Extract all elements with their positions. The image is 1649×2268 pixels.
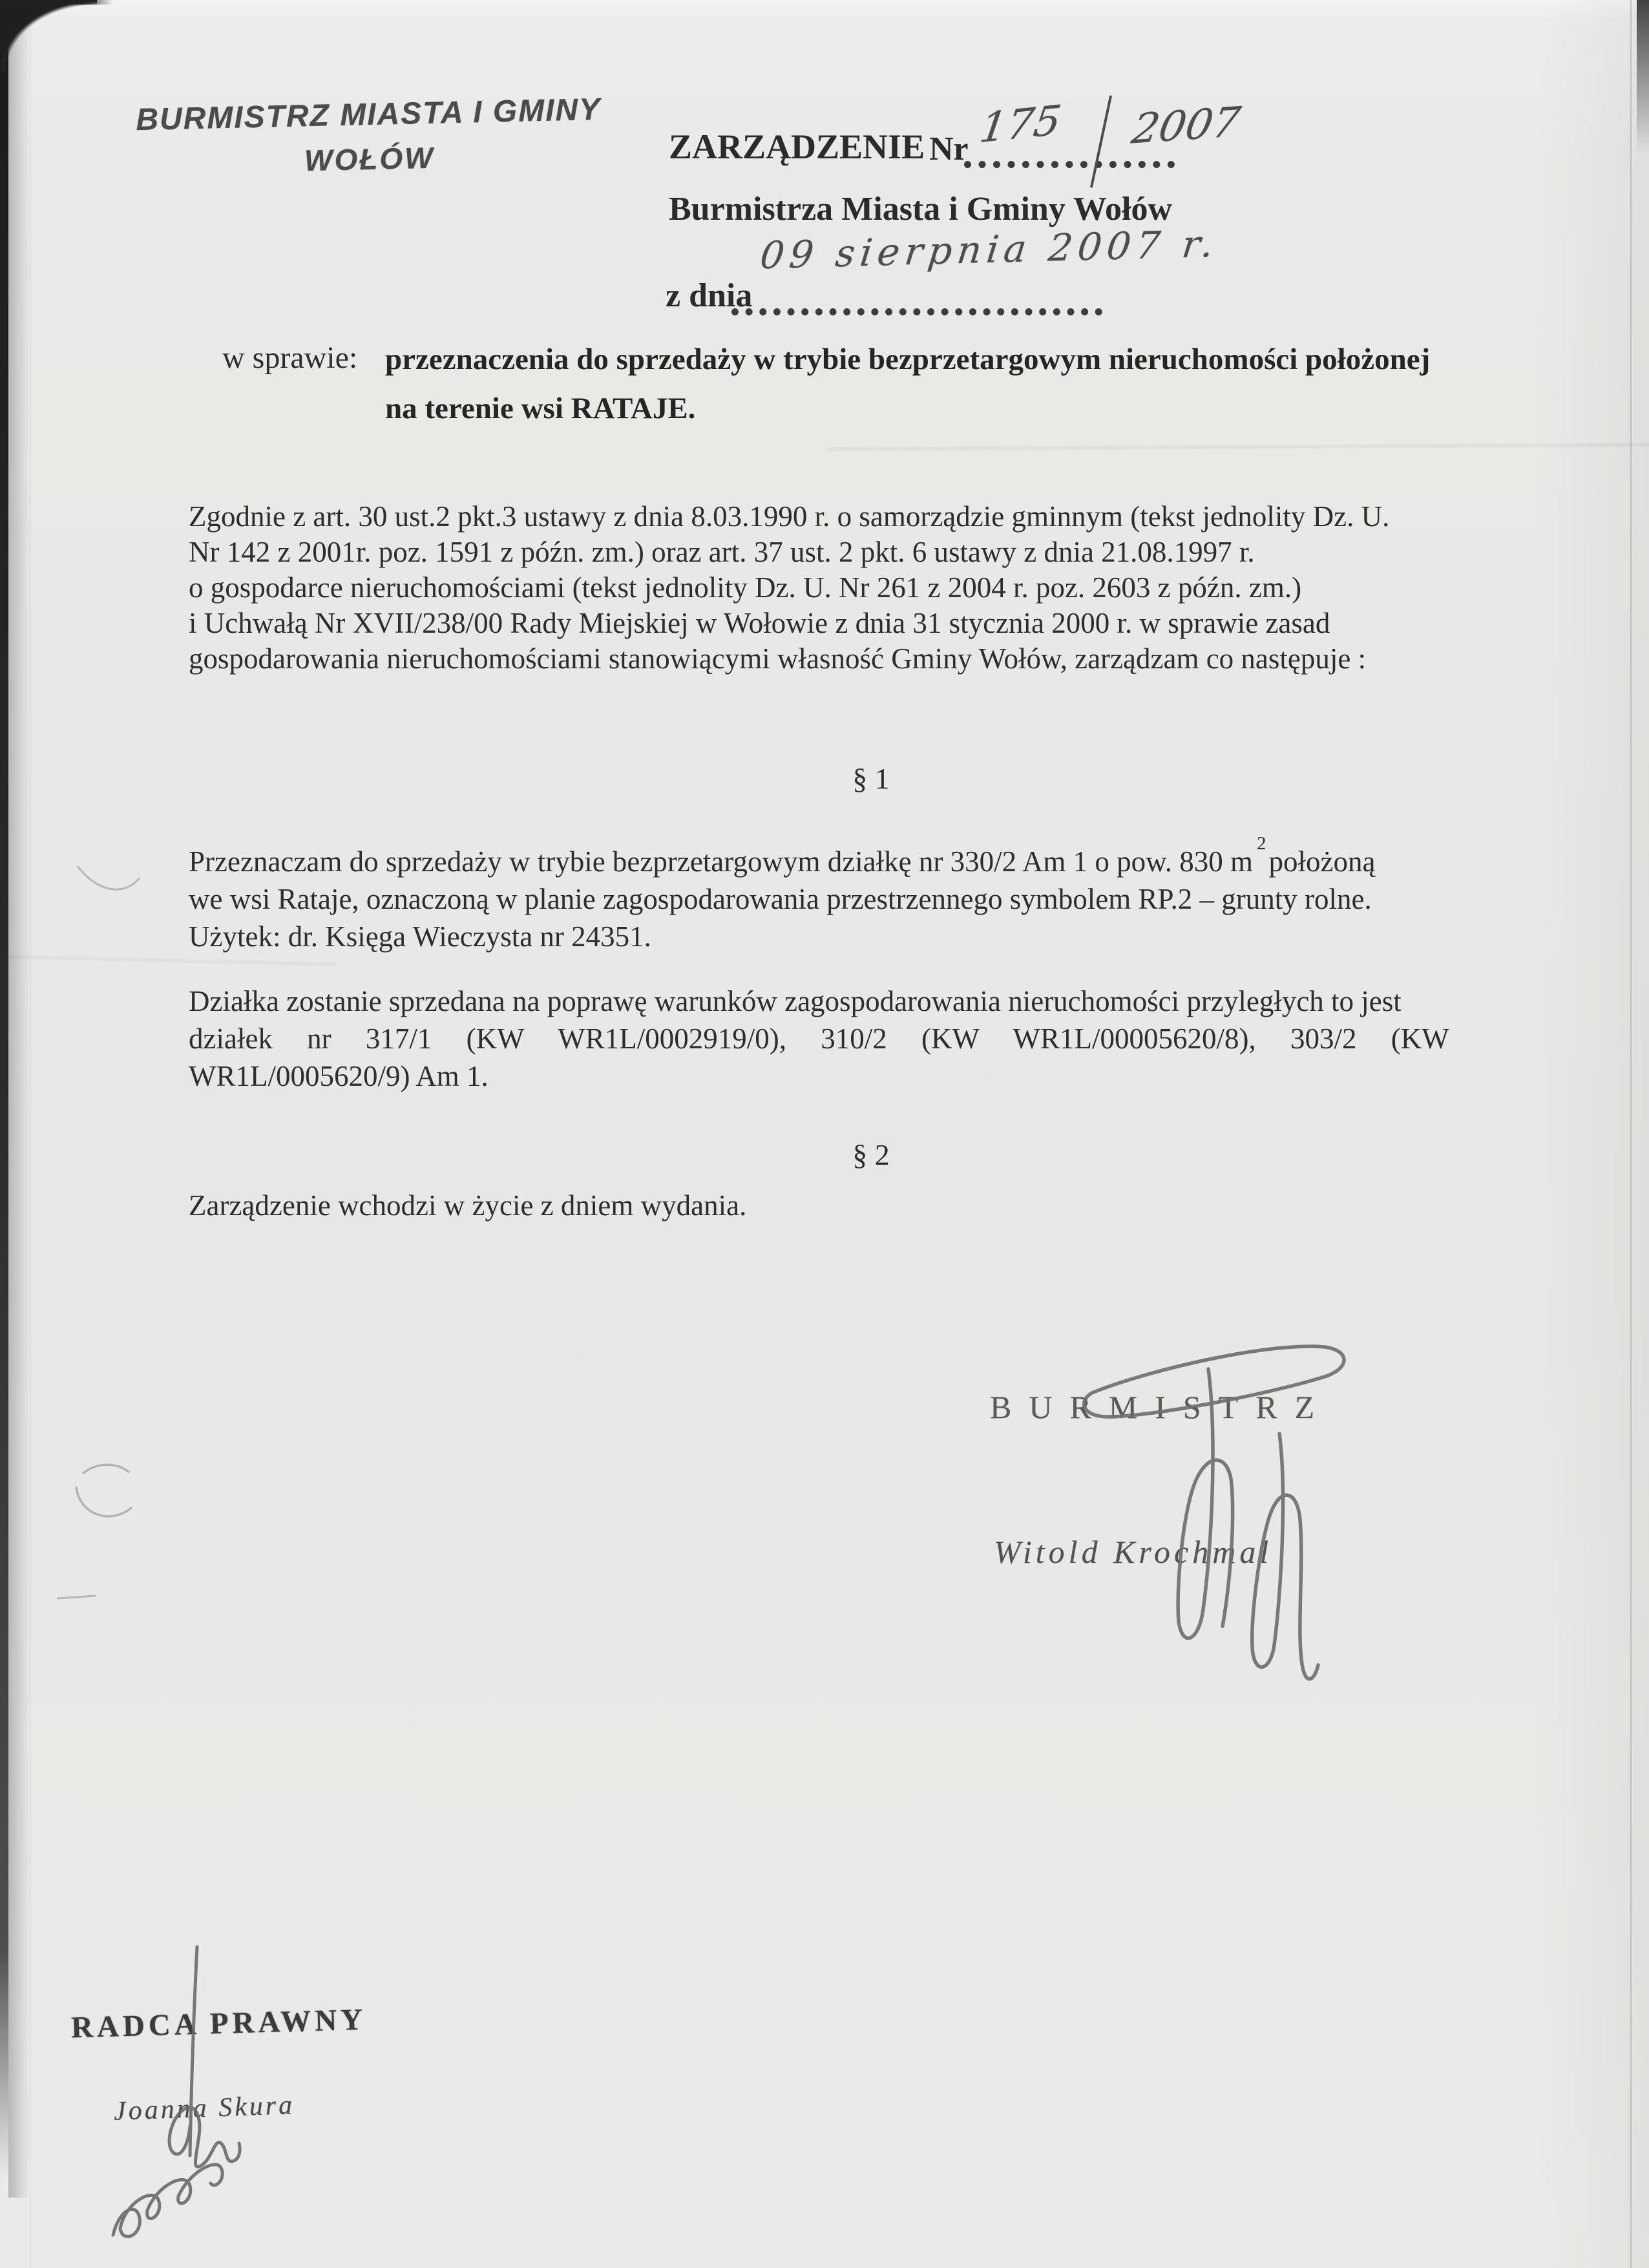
legal-counsel-name: Joanna Skura: [113, 2090, 295, 2126]
doc-subtitle: Burmistrza Miasta i Gminy Wołów: [669, 191, 1173, 228]
section1-paragraph1: [189, 833, 1553, 955]
preamble: [189, 499, 1553, 677]
s1p1-line1: [189, 833, 1553, 880]
section1-paragraph2: [189, 982, 1553, 1095]
legal-counsel-title: RADCA PRAWNY: [70, 2002, 367, 2045]
letterhead-stamp: [113, 91, 625, 182]
s1p2-line1: Działka zostanie sprzedana na poprawę warunków zagospodarowania nieruchomości przyległych to jest: [189, 985, 1402, 1017]
handwritten-ordinance-number: 175: [976, 96, 1064, 153]
subject-label: w sprawie:: [222, 341, 358, 375]
s1p2-line3: WR1L/0005620/9) Am 1.: [189, 1060, 488, 1092]
s1p1-line1-post: położoną: [1268, 845, 1376, 878]
date-label: z dnia: [666, 277, 753, 314]
subject-line1: przeznaczenia do sprzedaży w trybie bezprzetargowym nieruchomości położonej: [385, 343, 1431, 376]
letterhead-line2: WOŁÓW: [304, 140, 436, 178]
section1-heading: § 1: [852, 762, 890, 795]
preamble-line: Zgodnie z art. 30 ust.2 pkt.3 ustawy z dnia 8.03.1990 r. o samorządzie gminnym (tekst jednolity Dz. U.: [189, 500, 1390, 533]
section2-heading: § 2: [852, 1138, 890, 1171]
handwritten-date: 09 sierpnia 2007 r.: [757, 221, 1221, 278]
preamble-line: Nr 142 z 2001r. poz. 1591 z późn. zm.) oraz art. 37 ust. 2 pkt. 6 ustawy z dnia 21.08.1997 r.: [189, 536, 1255, 568]
legal-counsel-signature-scribble: [78, 1933, 297, 2256]
preamble-line: i Uchwałą Nr XVII/238/00 Rady Miejskiej w Wołowie z dnia 31 stycznia 2000 r. w sprawie zasad: [189, 607, 1330, 639]
letterhead-line1: BURMISTRZ MIASTA I GMINY: [135, 92, 602, 138]
mayor-signature-scribble: [1053, 1319, 1389, 1693]
doc-title: ZARZĄDZENIE: [669, 127, 925, 166]
mayor-title: BURMISTRZ: [990, 1389, 1332, 1425]
s1p1-line3: Użytek: dr. Księga Wieczysta nr 24351.: [189, 920, 651, 953]
preamble-line: o gospodarce nieruchomościami (tekst jednolity Dz. U. Nr 261 z 2004 r. poz. 2603 z późn. zm.): [189, 571, 1302, 604]
handwritten-ordinance-year: 2007: [1128, 98, 1244, 154]
preamble-line: gospodarowania nieruchomościami stanowiącymi własność Gminy Wołów, zarządzam co następuje :: [189, 642, 1367, 675]
section2-text: Zarządzenie wchodzi w życie z dniem wydania.: [189, 1189, 747, 1222]
s1p1-line1-pre: Przeznaczam do sprzedaży w trybie bezprzetargowym działkę nr 330/2 Am 1 o pow. 830 m: [189, 845, 1253, 878]
s1p2-line2: działek nr 317/1 (KW WR1L/0002919/0), 310/2 (KW WR1L/00005620/8), 303/2 (KW: [189, 1023, 1449, 1055]
title-number-dotted-line: [964, 161, 1175, 168]
subject-text: [385, 335, 1535, 433]
doc-title-nr-label: Nr: [929, 131, 969, 167]
s1p1-line2: we wsi Rataje, oznaczoną w planie zagospodarowania przestrzennego symbolem RP.2 – grunty rolne.: [189, 883, 1372, 915]
date-dotted-line: [731, 308, 1102, 315]
subject-line2: na terenie wsi RATAJE.: [385, 392, 696, 425]
mayor-name: Witold Krochmal: [994, 1534, 1273, 1570]
square-meter-superscript: 2: [1256, 833, 1266, 854]
